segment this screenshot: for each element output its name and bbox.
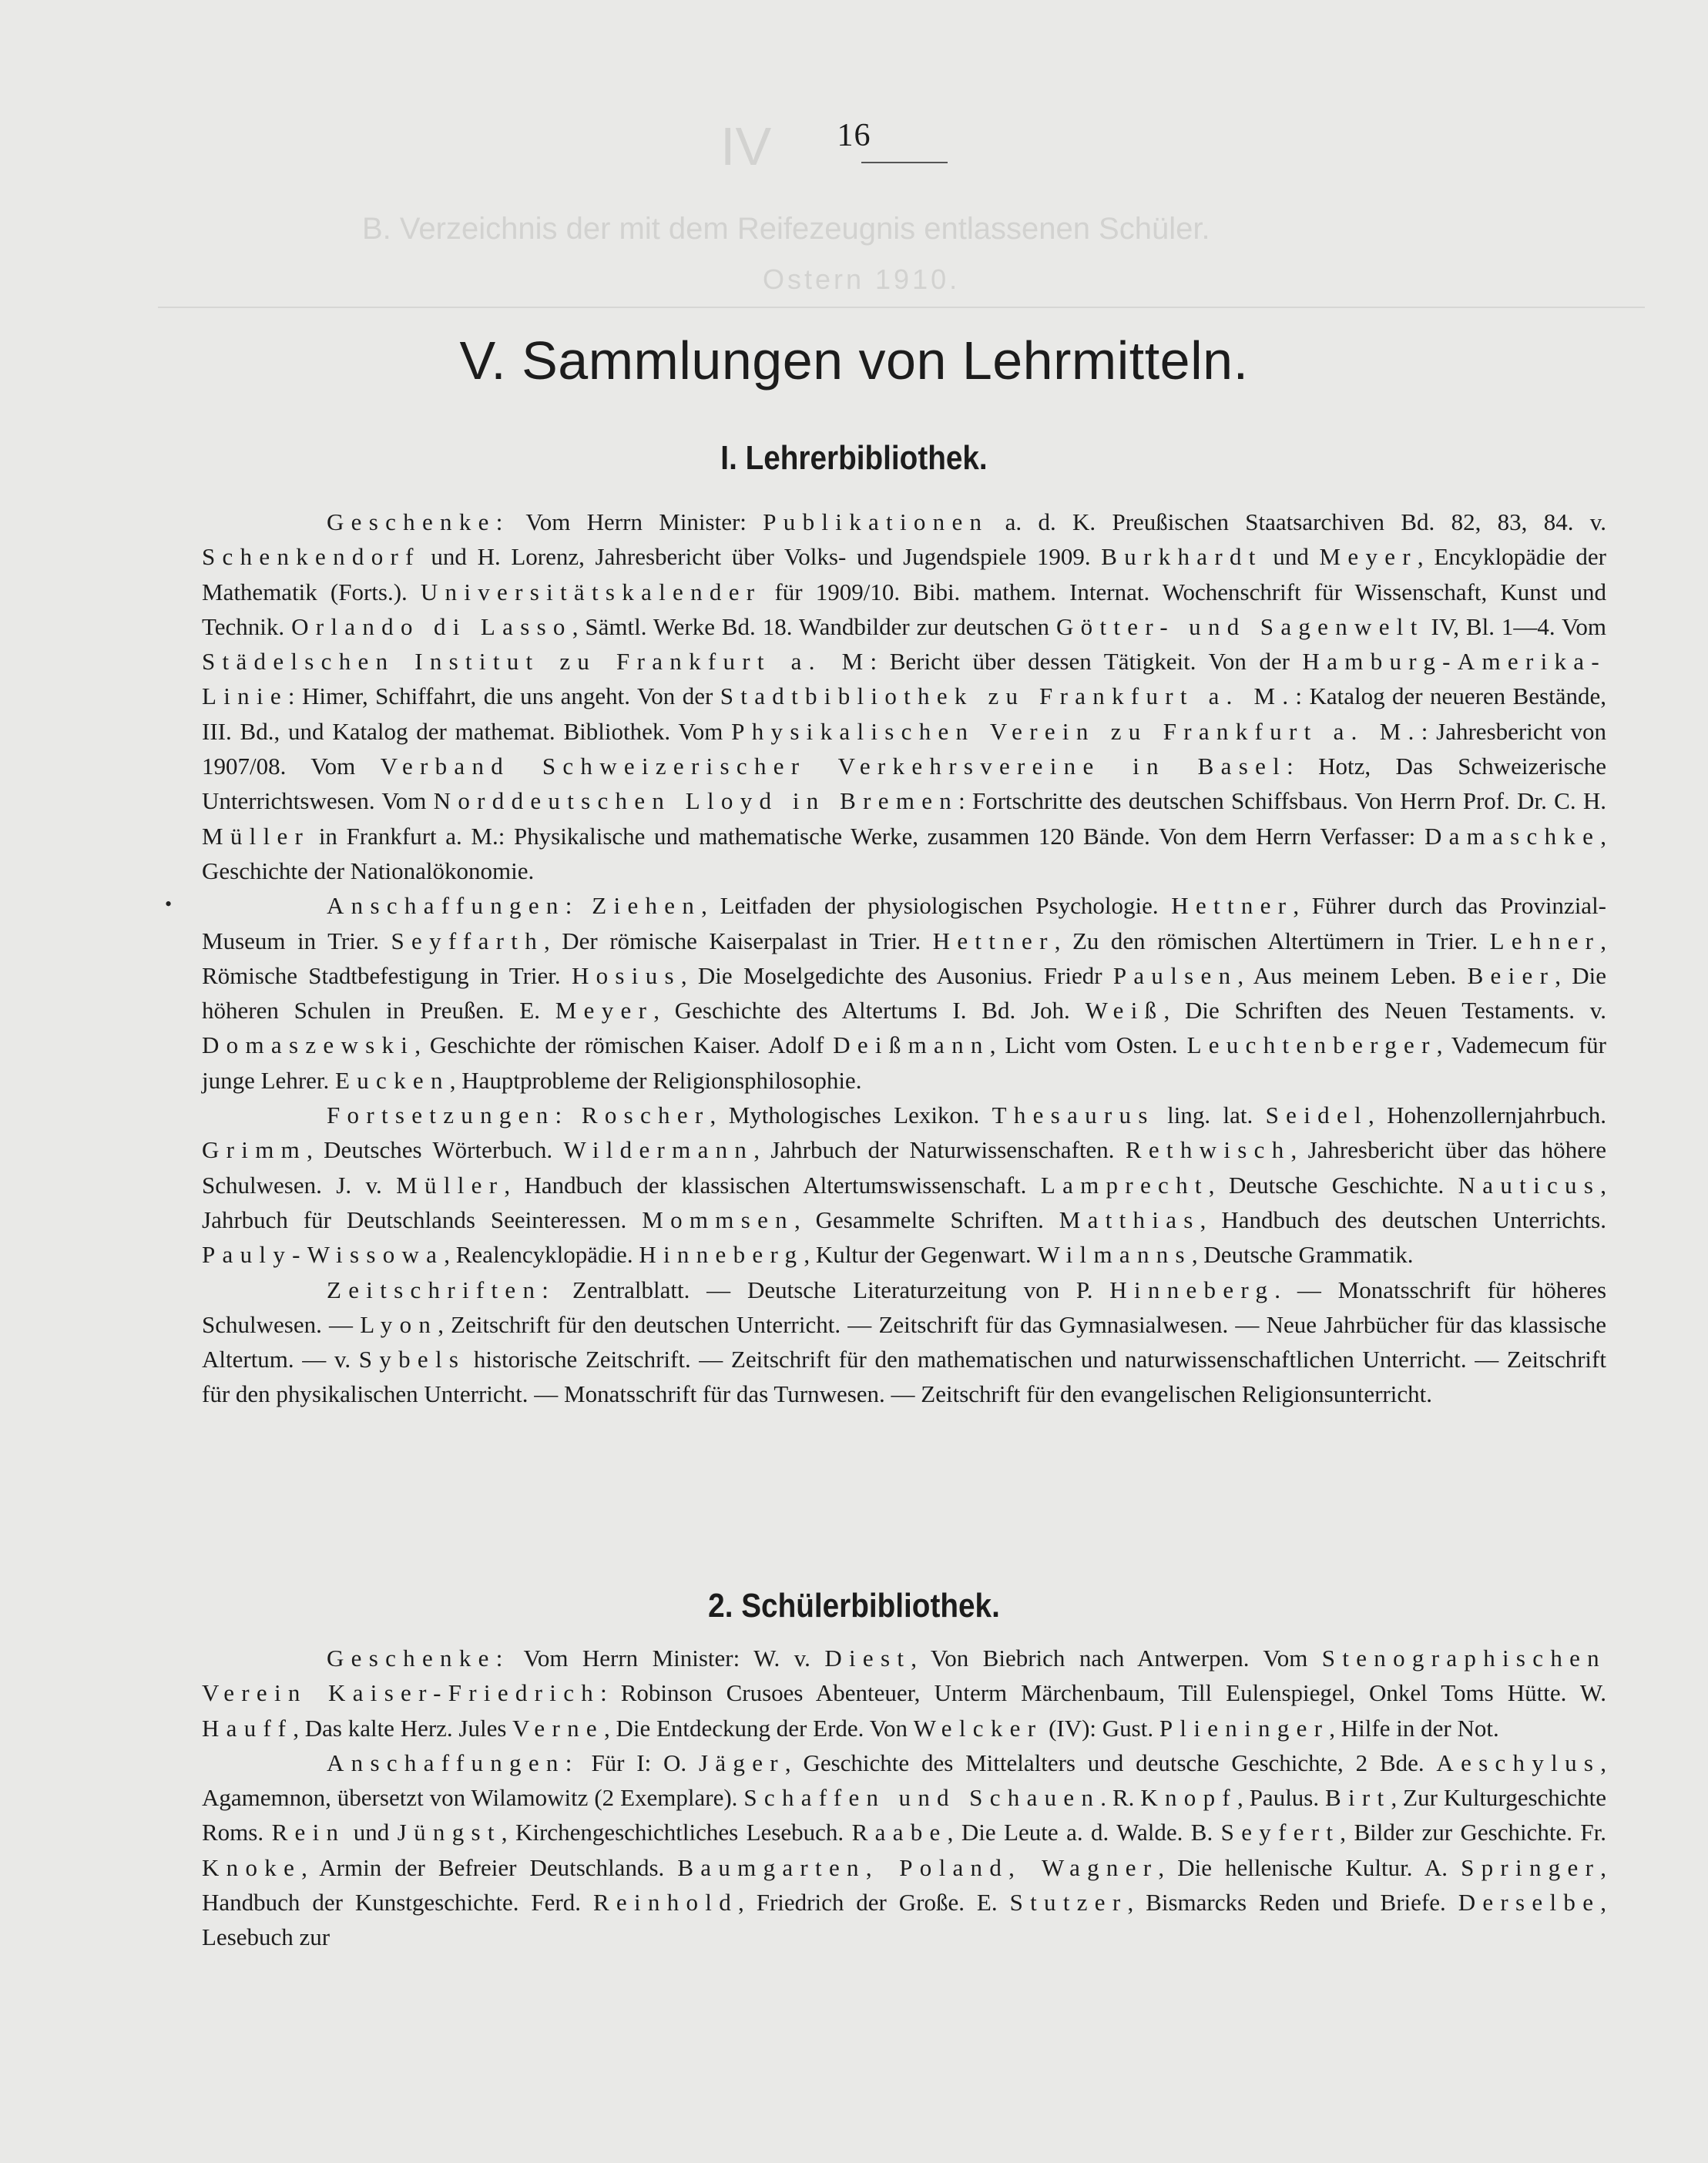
text-run: , Deutsches Wörterbuch. (307, 1136, 564, 1164)
text-run: : Himer, Schiffahrt, die uns angeht. Von der (287, 682, 720, 710)
spaced-name-run: Nauticus (1458, 1171, 1601, 1199)
text-run: , Von Biebrich nach Antwerpen. Vom (911, 1645, 1322, 1672)
text-run: , Bismarcks Reden und Briefe. (1127, 1889, 1458, 1917)
text-run: , Die Entdeckung der Erde. Von (603, 1714, 914, 1742)
text-run: a. d. K. Preußischen Staatsarchiven Bd. 82, 83, 84. v. (988, 508, 1606, 535)
spaced-name-run: Zeitschriften: (327, 1276, 556, 1303)
spaced-name-run: Seyfert (1220, 1819, 1341, 1846)
text-run: , Licht vom Osten. (989, 1031, 1187, 1059)
spaced-name-run: Domaszewski (202, 1031, 415, 1059)
spaced-name-run: Müller (202, 822, 310, 850)
text-run (579, 892, 592, 919)
section-body-schuelerbibliothek (202, 1641, 1606, 1955)
spaced-name-run: Götter- und Sagenwelt (1055, 612, 1424, 640)
text-run: , Das kalte Herz. Jules (293, 1714, 513, 1742)
spaced-name-run: Eucken (335, 1066, 450, 1094)
text-run: , Hauptprobleme der Religionsphilosophie. (449, 1066, 862, 1094)
spaced-name-run: Birt (1325, 1784, 1391, 1812)
text-run: , Zur Kulturgeschichte Roms. (202, 1784, 1607, 1846)
spaced-name-run: Verne (512, 1714, 604, 1742)
spaced-name-run: Anschaffungen: (327, 1749, 579, 1776)
margin-bullet-mark: • (165, 893, 173, 915)
text-run: historische Zeitschrift. — Zeitschrift für den mathematischen und naturwissenschaftlichen Unterricht. — Zeitschrift für den physikalischen Unterricht. — Monatsschrift für das Turnwesen. — Zeitschrift für den evangelischen Religionsunterricht. (202, 1346, 1606, 1408)
text-run: , Vademecum für junge Lehrer. (202, 1031, 1606, 1094)
spaced-name-run: Publikationen (763, 508, 989, 535)
main-heading: V. Sammlungen von Lehrmitteln. (459, 330, 1249, 391)
spaced-name-run: Knopf (1140, 1784, 1238, 1812)
text-run: Vom Herrn Minister: W. v. (509, 1645, 825, 1672)
text-run: , Geschichte des Mittelalters und deutsche Geschichte, 2 Bde. (784, 1749, 1437, 1776)
paragraph (202, 888, 1606, 1098)
text-run: und H. Lorenz, Jahresbericht über Volks- und Jugendspiele 1909. (420, 543, 1102, 571)
bleed-through-roman: IV (720, 116, 772, 176)
spaced-name-run: Physikalischen Verein zu Frankfurt a. M. (731, 717, 1421, 745)
spaced-name-run: Meyer (555, 997, 654, 1024)
spaced-name-run: Lyon (360, 1310, 438, 1338)
spaced-name-run: Stenographischen Verein Kaiser-Friedrich (202, 1645, 1606, 1707)
spaced-name-run: Hettner (932, 927, 1055, 954)
text-run: , Handbuch der Kunstgeschichte. Ferd. (202, 1853, 1606, 1917)
section-heading-lehrerbibliothek: I. Lehrerbibliothek. (720, 439, 988, 477)
spaced-name-run: Hinneberg (639, 1241, 804, 1269)
text-run: , Sämtl. Werke Bd. 18. Wandbilder zur deutschen (572, 612, 1056, 640)
page-number-rule (861, 162, 948, 163)
text-run: , Der römische Kaiserpalast in Trier. (544, 927, 933, 954)
text-run: , Jahrbuch der Naturwissenschaften. (753, 1136, 1126, 1164)
bleed-through-date: Ostern 1910. (763, 263, 961, 295)
text-run: und (1262, 543, 1320, 571)
text-run: Vom Herrn Minister: (509, 508, 763, 535)
text-run: ling. lat. (1154, 1102, 1266, 1129)
spaced-name-run: Fortsetzungen: (327, 1102, 569, 1129)
text-run: , Geschichte der römischen Kaiser. Adolf (414, 1031, 834, 1059)
text-run: , Leitfaden der physiologischen Psychologie. (701, 892, 1172, 920)
spaced-name-run: Aeschylus (1436, 1749, 1601, 1776)
spaced-name-run: Hinneberg (1109, 1276, 1275, 1303)
spaced-name-run: Wildermann (563, 1136, 754, 1164)
bleed-through-rule (158, 307, 1645, 308)
text-run: für 1909/10. Bibi. mathem. Internat. Wochenschrift für Wissenschaft, Kunst und Technik. (202, 578, 1607, 640)
spaced-name-run: Plieninger (1159, 1714, 1330, 1742)
text-run: , Mythologisches Lexikon. (710, 1102, 992, 1129)
text-run: IV, Bl. 1—4. Vom (1424, 612, 1606, 640)
paragraph (202, 1273, 1606, 1412)
spaced-name-run: Roscher (581, 1102, 710, 1129)
spaced-name-run: Sybels (358, 1346, 466, 1373)
spaced-name-run: Beier (1467, 961, 1555, 989)
text-run (569, 1102, 581, 1128)
spaced-name-run: Norddeutschen Lloyd in Bremen (433, 787, 959, 815)
section-body-lehrerbibliothek (202, 505, 1606, 1412)
text-run: , Agamemnon, übersetzt von Wilamowitz (2 Exemplare). (202, 1749, 1606, 1812)
spaced-name-run: Hettner (1171, 892, 1294, 920)
text-run: und (345, 1819, 398, 1846)
spaced-name-run: Welcker (913, 1714, 1043, 1742)
text-run: in Frankfurt a. M.: Physikalische und mathematische Werke, zusammen 120 Bände. Von dem Herrn Verfasser: (310, 822, 1424, 850)
spaced-name-run: Ziehen (592, 892, 702, 920)
text-run: , Geschichte der Nationalökonomie. (202, 822, 1606, 884)
spaced-name-run: Burkhardt (1101, 543, 1263, 571)
text-run: , Bilder zur Geschichte. Fr. (1340, 1819, 1607, 1846)
text-run: , Zu den römischen Altertümern in Trier. (1054, 927, 1490, 954)
text-run: , Lesebuch zur (202, 1889, 1607, 1951)
spaced-name-run: Deißmann (833, 1031, 990, 1059)
spaced-name-run: Thesaurus (992, 1102, 1155, 1129)
spaced-name-run: Wilmanns (1037, 1241, 1192, 1269)
text-run: , Encyklopädie der Mathematik (Forts.). (202, 543, 1606, 605)
text-run: : Jahresbericht von 1907/08. Vom (202, 717, 1607, 780)
text-run: , Paulus. (1237, 1784, 1326, 1812)
page-number: 16 (837, 118, 871, 153)
spaced-name-run: Grimm (202, 1136, 307, 1164)
spaced-name-run: Reinhold (592, 1889, 739, 1917)
text-run: , Die Moselgedichte des Ausonius. Friedr (680, 961, 1113, 989)
text-run: : Robinson Crusoes Abenteuer, Unterm Märchenbaum, Till Eulenspiegel, Onkel Toms Hütte. W. (600, 1679, 1606, 1707)
text-run: , Die hellenische Kultur. A. (1158, 1853, 1461, 1881)
spaced-name-run: Schenkendorf (202, 543, 421, 571)
spaced-name-run: Weiß (1085, 997, 1164, 1024)
text-run: , Zeitschrift für den deutschen Unterricht. — Zeitschrift für das Gymnasialwesen. — Neue Jahrbücher für das klassische Altertum. — v. (202, 1310, 1606, 1373)
spaced-name-run: Paulsen (1112, 961, 1238, 989)
paragraph (202, 1641, 1606, 1745)
text-run: , Jahresbericht über das höhere Schulwesen. J. v. (202, 1136, 1606, 1199)
text-run: , Geschichte des Altertums I. Bd. Joh. (653, 997, 1086, 1024)
spaced-name-run: Mommsen (642, 1206, 794, 1233)
text-run: , Handbuch des deutschen Unterrichts. (1200, 1206, 1606, 1233)
text-run: : Fortschritte des deutschen Schiffsbaus. Von Herrn Prof. Dr. C. H. (958, 787, 1606, 815)
spaced-name-run: Hamburg-Amerika-Linie (202, 648, 1606, 710)
spaced-name-run: Knoke (202, 1853, 302, 1881)
text-run: , Realencyklopädie. (444, 1241, 639, 1269)
spaced-name-run: Orlando di Lasso (291, 612, 572, 640)
paragraph (202, 505, 1606, 888)
spaced-name-run: Hauff (202, 1714, 294, 1742)
spaced-name-run: Jüngst (397, 1819, 502, 1846)
text-run: . R. (1100, 1784, 1141, 1812)
text-run: , Die höheren Schulen in Preußen. E. (202, 961, 1606, 1024)
spaced-name-run: Geschenke: (327, 508, 510, 535)
text-run: , Friedrich der Große. E. (738, 1889, 1010, 1917)
text-run: Zentralblatt. — Deutsche Literaturzeitung von P. (555, 1276, 1110, 1303)
text-run: , Deutsche Grammatik. (1191, 1241, 1414, 1269)
spaced-name-run: Meyer (1319, 543, 1418, 571)
text-run: : Katalog der neueren Bestände, III. Bd., und Katalog der mathemat. Bibliothek. Vom (202, 682, 1606, 745)
spaced-name-run: Leuchtenberger (1186, 1031, 1437, 1059)
paragraph (202, 1098, 1606, 1272)
text-run: , Jahrbuch für Deutschlands Seeinteressen. (202, 1171, 1606, 1233)
spaced-name-run: Universitätskalender (420, 578, 762, 605)
text-run: , Aus meinem Leben. (1237, 961, 1468, 989)
spaced-name-run: Pauly-Wissowa (202, 1241, 445, 1269)
spaced-name-run: Rethwisch (1125, 1136, 1291, 1164)
spaced-name-run: Stadtbibliothek zu Frankfurt a. M. (720, 682, 1296, 710)
spaced-name-run: Matthias (1059, 1206, 1200, 1233)
spaced-name-run: Geschenke: (327, 1645, 510, 1672)
spaced-name-run: Damaschke (1424, 822, 1601, 850)
spaced-name-run: Seidel (1265, 1102, 1368, 1129)
spaced-name-run: Baumgarten, Poland, Wagner (677, 1853, 1159, 1881)
spaced-name-run: Stutzer (1009, 1889, 1128, 1917)
text-run: , Die Schriften des Neuen Testaments. v. (1163, 997, 1606, 1024)
bleed-through-title: B. Verzeichnis der mit dem Reifezeugnis entlassenen Schüler. (362, 212, 1210, 246)
text-run: (IV): Gust. (1042, 1714, 1159, 1742)
spaced-name-run: Raabe (851, 1819, 948, 1846)
text-run: Für I: O. (579, 1749, 699, 1776)
text-run: , Kultur der Gegenwart. (804, 1241, 1038, 1269)
spaced-name-run: Lehner (1489, 927, 1601, 954)
text-run: , Kirchengeschichtliches Lesebuch. (501, 1819, 852, 1846)
spaced-name-run: Anschaffungen: (327, 892, 579, 920)
spaced-name-run: Verband Schweizerischer Verkehrsvereine in Basel (380, 753, 1287, 780)
paragraph (202, 1745, 1606, 1955)
text-run: , Führer durch das Provinzial-Museum in Trier. (202, 892, 1606, 954)
text-run: : Hotz, Das Schweizerische Unterrichtswesen. Vom (202, 753, 1606, 815)
text-run: , Armin der Befreier Deutschlands. (301, 1853, 678, 1881)
text-run: , Die Leute a. d. Walde. B. (947, 1819, 1221, 1846)
spaced-name-run: Diest (824, 1645, 911, 1672)
spaced-name-run: Springer (1461, 1853, 1601, 1881)
text-run: , Deutsche Geschichte. (1208, 1171, 1458, 1199)
spaced-name-run: Müller (396, 1171, 505, 1199)
spaced-name-run: Schaffen und Schauen (743, 1784, 1101, 1812)
spaced-name-run: Seyffarth (391, 927, 544, 954)
spaced-name-run: Rein (271, 1819, 346, 1846)
text-run: : Bericht über dessen Tätigkeit. Von der (870, 648, 1303, 676)
spaced-name-run: Derselbe (1458, 1889, 1601, 1917)
spaced-name-run: Jäger (698, 1749, 785, 1776)
text-run: , Hohenzollernjahrbuch. (1367, 1102, 1607, 1129)
section-heading-schuelerbibliothek: 2. Schülerbibliothek. (708, 1587, 1000, 1625)
text-run: , Römische Stadtbefestigung in Trier. (202, 927, 1606, 989)
spaced-name-run: Städelschen Institut zu Frankfurt a. M (202, 648, 871, 676)
text-run: , Hilfe in der Not. (1329, 1714, 1499, 1742)
text-run: . — Monatsschrift für höheres Schulwesen. — (202, 1276, 1607, 1338)
text-run: , Handbuch der klassischen Altertumswissenschaft. (504, 1171, 1041, 1199)
spaced-name-run: Hosius (571, 961, 681, 989)
spaced-name-run: Lamprecht (1040, 1171, 1209, 1199)
text-run: , Gesammelte Schriften. (794, 1206, 1059, 1233)
